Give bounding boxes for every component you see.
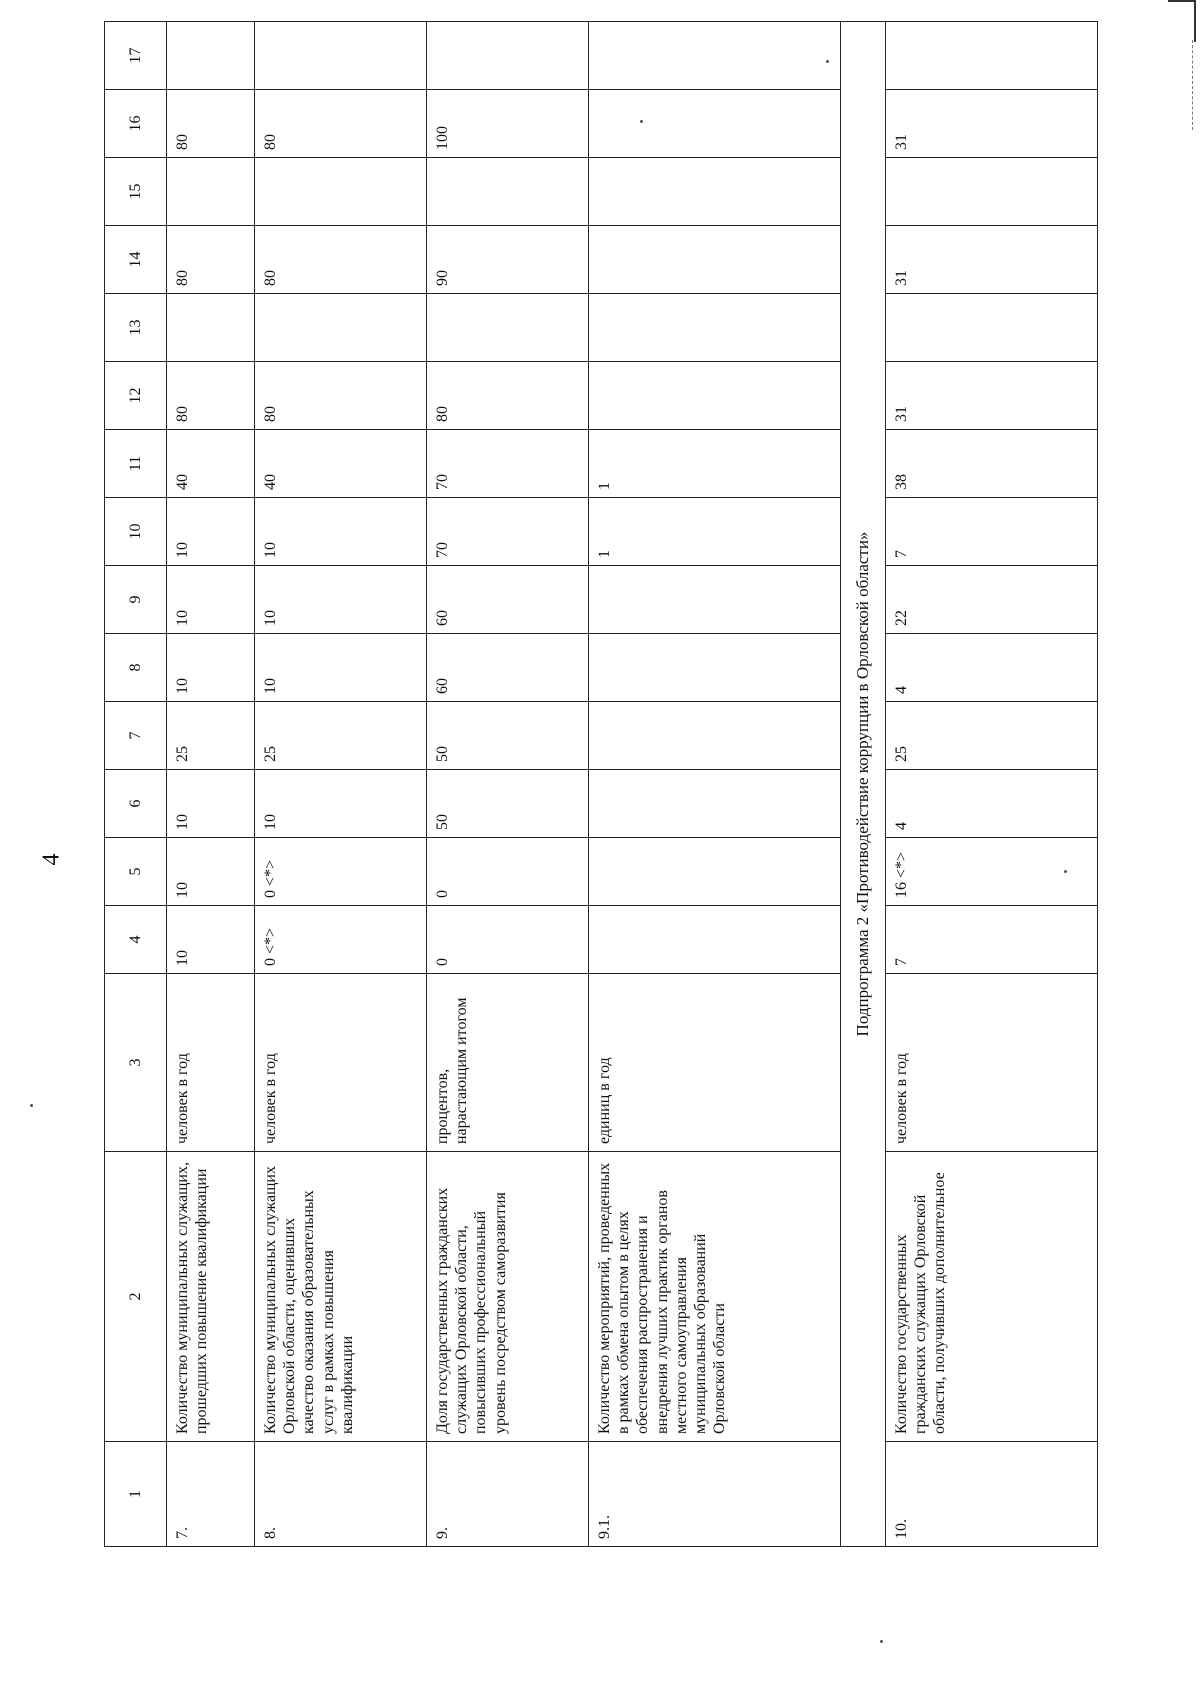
indicator-value: 10 [255, 634, 427, 702]
indicator-value: 22 [886, 566, 1098, 634]
column-header: 6 [105, 770, 167, 838]
indicator-value [589, 294, 841, 362]
indicator-value: 10 [255, 566, 427, 634]
column-header: 3 [105, 974, 167, 1152]
indicator-value [427, 22, 589, 90]
scan-corner-mark [1168, 0, 1196, 42]
section-title: Подпрограмма 2 «Противодействие коррупции в Орловской области» [841, 22, 886, 1547]
indicator-value [589, 90, 841, 158]
indicator-value [427, 158, 589, 226]
column-header: 8 [105, 634, 167, 702]
row-number: 8. [255, 1442, 427, 1547]
indicator-value: 10 [167, 838, 255, 906]
row-number: 9.1. [589, 1442, 841, 1547]
indicator-value [589, 362, 841, 430]
indicator-value [255, 22, 427, 90]
indicator-value: 80 [427, 362, 589, 430]
indicator-value: 38 [886, 430, 1098, 498]
indicator-value [589, 702, 841, 770]
indicator-value [589, 770, 841, 838]
indicator-value: 50 [427, 770, 589, 838]
indicator-value: 0 [427, 906, 589, 974]
indicator-value: 10 [255, 770, 427, 838]
indicator-value: 1 [589, 498, 841, 566]
indicator-value: 80 [167, 362, 255, 430]
scan-speck [880, 1640, 883, 1643]
indicator-value: 10 [167, 566, 255, 634]
indicator-value: 60 [427, 566, 589, 634]
column-header: 16 [105, 90, 167, 158]
indicator-value: 80 [167, 226, 255, 294]
scan-speck [30, 1104, 33, 1107]
indicator-value: 25 [886, 702, 1098, 770]
column-header: 15 [105, 158, 167, 226]
indicator-value [589, 566, 841, 634]
indicator-value: 60 [427, 634, 589, 702]
column-header: 5 [105, 838, 167, 906]
indicator-value: 10 [255, 498, 427, 566]
indicator-value: 80 [255, 226, 427, 294]
indicator-value [886, 294, 1098, 362]
indicator-value: 80 [255, 362, 427, 430]
indicator-name: Количество муниципальных служащих Орловской области, оценивших качество оказания образовательных услуг в рамках повышения квалификации [255, 1152, 427, 1442]
indicator-value: 100 [427, 90, 589, 158]
indicator-value: 0 [427, 838, 589, 906]
indicator-value [886, 22, 1098, 90]
indicator-value: 70 [427, 498, 589, 566]
indicator-value: 31 [886, 362, 1098, 430]
indicator-value [589, 226, 841, 294]
column-header: 9 [105, 566, 167, 634]
indicator-value: 1 [589, 430, 841, 498]
indicator-value: 31 [886, 90, 1098, 158]
indicator-value: 0 <*> [255, 906, 427, 974]
page-number: 4 [38, 853, 65, 866]
column-header: 7 [105, 702, 167, 770]
indicator-value [589, 634, 841, 702]
indicator-value: 10 [167, 634, 255, 702]
indicator-value: 80 [167, 90, 255, 158]
indicator-value: 10 [167, 906, 255, 974]
indicator-value: 90 [427, 226, 589, 294]
indicator-value: 40 [167, 430, 255, 498]
indicator-value: 25 [255, 702, 427, 770]
indicator-value: 4 [886, 770, 1098, 838]
indicator-value: 80 [255, 90, 427, 158]
indicator-value [886, 158, 1098, 226]
column-header: 14 [105, 226, 167, 294]
indicator-unit: человек в год [886, 974, 1098, 1152]
indicator-value [255, 294, 427, 362]
indicator-value [427, 294, 589, 362]
indicator-name: Количество муниципальных служащих, прошедших повышение квалификации [167, 1152, 255, 1442]
indicator-value: 70 [427, 430, 589, 498]
column-header: 4 [105, 906, 167, 974]
table-row [255, 22, 427, 1547]
column-header: 12 [105, 362, 167, 430]
indicator-value: 31 [886, 226, 1098, 294]
table-row [427, 22, 589, 1547]
column-header: 1 [105, 1442, 167, 1547]
table-row [886, 22, 1098, 1547]
indicator-value: 16 <*> [886, 838, 1098, 906]
indicators-table [104, 21, 1098, 1547]
indicator-value [589, 838, 841, 906]
indicator-unit: человек в год [255, 974, 427, 1152]
indicator-value [167, 158, 255, 226]
scan-edge-line [1192, 40, 1193, 130]
indicator-name: Количество государственных гражданских служащих Орловской области, получивших дополнительное [886, 1152, 1098, 1442]
indicators-table-frame [104, 47, 1097, 1547]
column-header: 10 [105, 498, 167, 566]
indicator-value: 7 [886, 906, 1098, 974]
indicator-value [589, 22, 841, 90]
indicator-value [589, 906, 841, 974]
row-number: 10. [886, 1442, 1098, 1547]
column-header: 13 [105, 294, 167, 362]
row-number: 7. [167, 1442, 255, 1547]
indicator-value: 40 [255, 430, 427, 498]
indicator-value [167, 294, 255, 362]
table-row [589, 22, 841, 1547]
indicator-value: 10 [167, 498, 255, 566]
indicator-value: 0 <*> [255, 838, 427, 906]
indicator-value: 4 [886, 634, 1098, 702]
row-number: 9. [427, 1442, 589, 1547]
indicator-unit: единиц в год [589, 974, 841, 1152]
indicator-value [167, 22, 255, 90]
indicator-value: 50 [427, 702, 589, 770]
column-header: 11 [105, 430, 167, 498]
table-row [167, 22, 255, 1547]
column-header: 2 [105, 1152, 167, 1442]
indicator-name: Доля государственных гражданских служащих Орловской области, повысивших профессиональный уровень посредством саморазвития [427, 1152, 589, 1442]
indicator-unit: процентов, нарастающим итогом [427, 974, 589, 1152]
indicator-value: 10 [167, 770, 255, 838]
column-number-row [105, 22, 167, 1547]
indicator-unit: человек в год [167, 974, 255, 1152]
indicator-value: 7 [886, 498, 1098, 566]
indicator-value [589, 158, 841, 226]
indicator-value [255, 158, 427, 226]
indicator-name: Количество мероприятий, проведенных в рамках обмена опытом в целях обеспечения распространения и внедрения лучших практик органов местного самоуправления муниципальных образований Орловской области [589, 1152, 841, 1442]
section-row [841, 22, 886, 1547]
column-header: 17 [105, 22, 167, 90]
indicator-value: 25 [167, 702, 255, 770]
